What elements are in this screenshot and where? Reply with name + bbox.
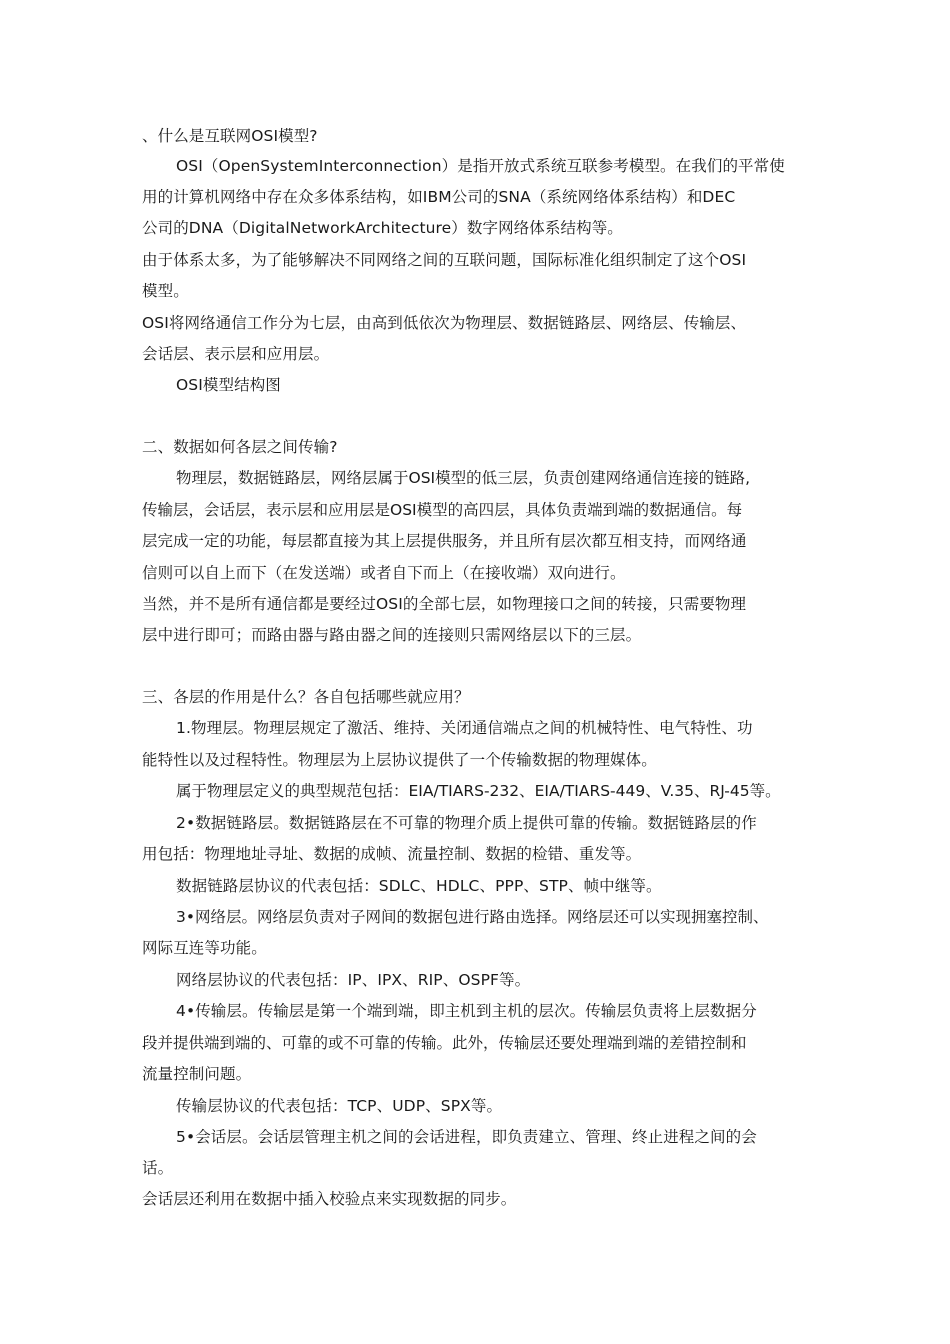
paragraph-line: 属于物理层定义的典型规范包括：EIA/TIARS-232、EIA/TIARS-449、V.35、RJ-45等。 [176, 782, 781, 800]
paragraph-line: 由于体系太多，为了能够解决不同网络之间的互联问题，国际标准化组织制定了这个OSI [142, 251, 747, 269]
paragraph-line: 公司的DNA（DigitalNetworkArchitecture）数字网络体系结构等。 [142, 219, 623, 237]
paragraph-line: 层完成一定的功能，每层都直接为其上层提供服务，并且所有层次都互相支持，而网络通 [142, 532, 747, 550]
paragraph-line: 4•传输层。传输层是第一个端到端，即主机到主机的层次。传输层负责将上层数据分 [176, 1002, 757, 1020]
paragraph-line: 5•会话层。会话层管理主机之间的会话进程，即负责建立、管理、终止进程之间的会 [176, 1128, 757, 1146]
paragraph-line: 物理层，数据链路层，网络层属于OSI模型的低三层，负责创建网络通信连接的链路, [176, 469, 751, 487]
paragraph-line: OSI将网络通信工作分为七层，由高到低依次为物理层、数据链路层、网络层、传输层、 [142, 314, 747, 332]
figure-caption: OSI模型结构图 [176, 376, 281, 394]
paragraph-line: 会话层还利用在数据中插入校验点来实现数据的同步。 [142, 1190, 517, 1208]
paragraph-line: 用的计算机网络中存在众多体系结构，如IBM公司的SNA（系统网络体系结构）和DEC [142, 188, 736, 206]
paragraph-line: 网际互连等功能。 [142, 939, 267, 957]
section-1-heading: 、什么是互联网OSI模型? [142, 127, 318, 145]
paragraph-line: 当然，并不是所有通信都是要经过OSI的全部七层，如物理接口之间的转接，只需要物理 [142, 595, 747, 613]
paragraph-line: 传输层协议的代表包括：TCP、UDP、SPX等。 [176, 1097, 503, 1115]
paragraph-line: OSI（OpenSystemInterconnection）是指开放式系统互联参考模型。在我们的平常使 [176, 157, 785, 175]
paragraph-line: 3•网络层。网络层负责对子网间的数据包进行路由选择。网络层还可以实现拥塞控制、 [176, 908, 769, 926]
paragraph-line: 能特性以及过程特性。物理层为上层协议提供了一个传输数据的物理媒体。 [142, 751, 657, 769]
paragraph-line: 2•数据链路层。数据链路层在不可靠的物理介质上提供可靠的传输。数据链路层的作 [176, 814, 757, 832]
paragraph-line: 层中进行即可；而路由器与路由器之间的连接则只需网络层以下的三层。 [142, 626, 642, 644]
paragraph-line: 用包括：物理地址寻址、数据的成帧、流量控制、数据的检错、重发等。 [142, 845, 642, 863]
paragraph-line: 流量控制问题。 [142, 1065, 252, 1083]
paragraph-line: 1.物理层。物理层规定了激活、维持、关闭通信端点之间的机械特性、电气特性、功 [176, 719, 753, 737]
paragraph-line: 传输层，会话层，表示层和应用层是OSI模型的高四层，具体负责端到端的数据通信。每 [142, 501, 743, 519]
paragraph-line: 信则可以自上而下（在发送端）或者自下而上（在接收端）双向进行。 [142, 564, 626, 582]
paragraph-line: 网络层协议的代表包括：IP、IPX、RIP、OSPF等。 [176, 971, 531, 989]
paragraph-line: 数据链路层协议的代表包括：SDLC、HDLC、PPP、STP、帧中继等。 [176, 877, 662, 895]
paragraph-line: 话。 [142, 1159, 174, 1177]
paragraph-line: 段并提供端到端的、可靠的或不可靠的传输。此外，传输层还要处理端到端的差错控制和 [142, 1034, 747, 1052]
paragraph-line: 会话层、表示层和应用层。 [142, 345, 330, 363]
paragraph-line: 模型。 [142, 282, 189, 300]
section-2-heading: 二、数据如何各层之间传输? [142, 438, 338, 456]
section-3-heading: 三、各层的作用是什么？各自包括哪些就应用？ [142, 688, 470, 706]
